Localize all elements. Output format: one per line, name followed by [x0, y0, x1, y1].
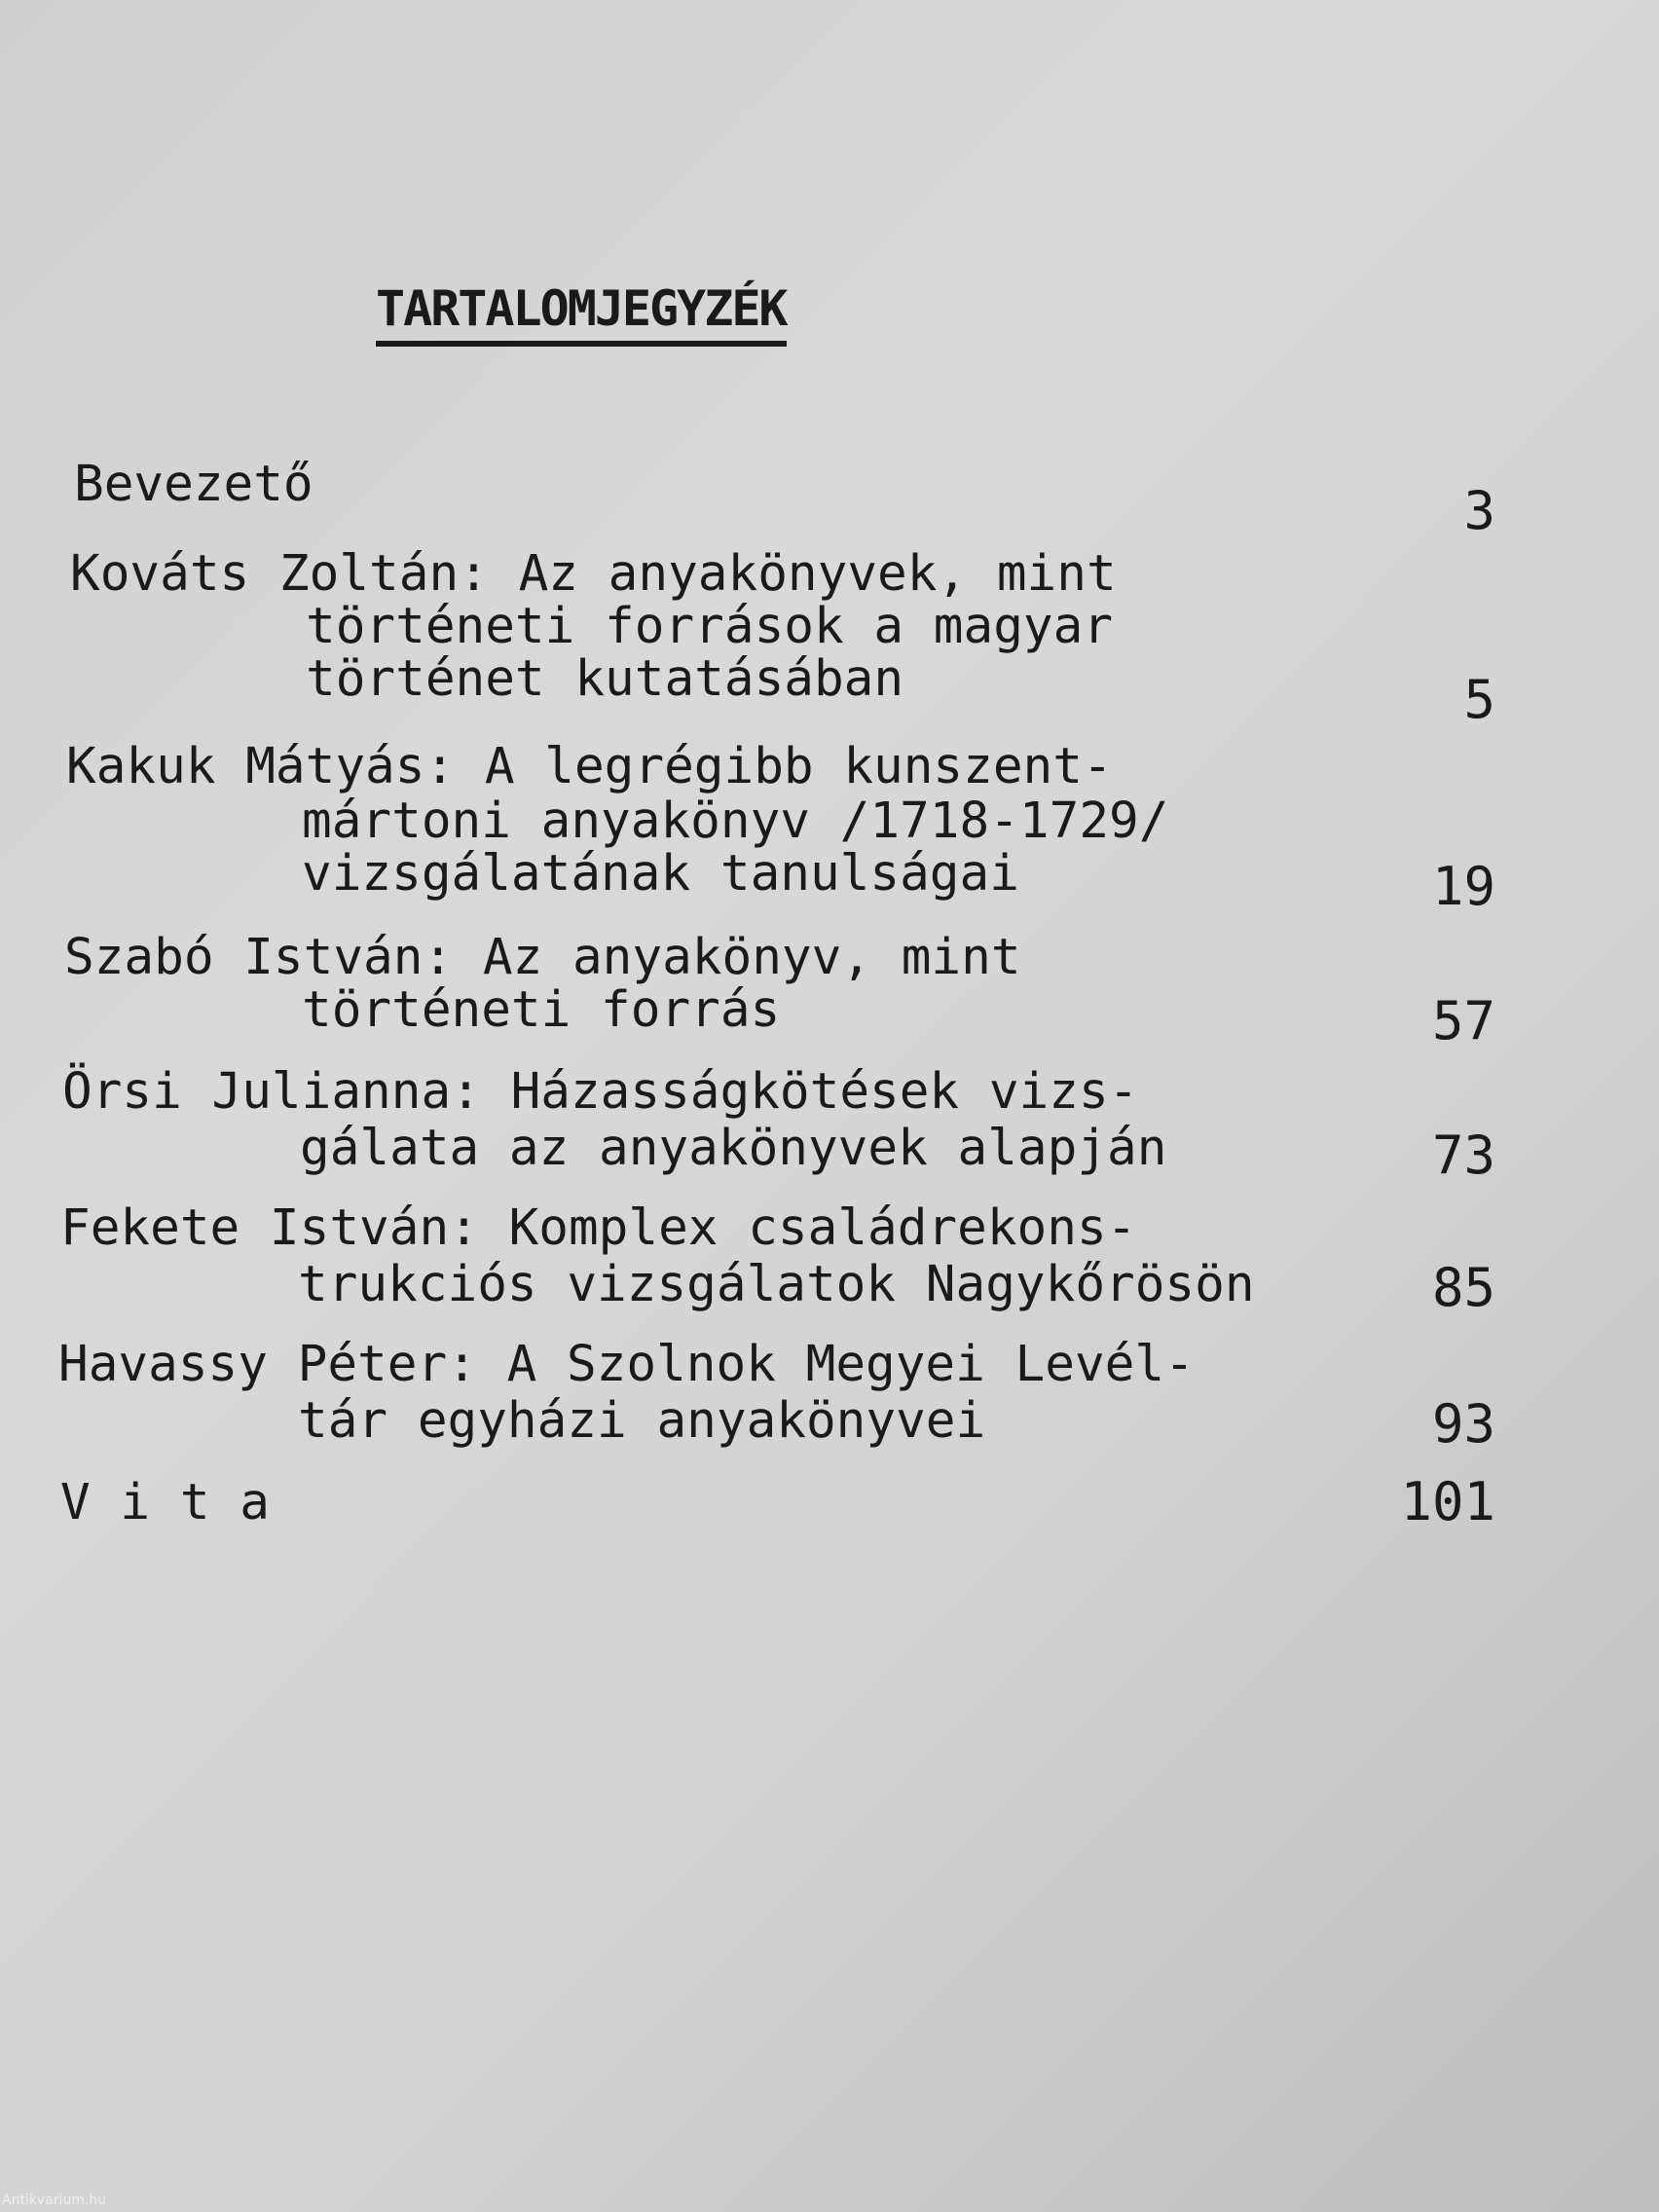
toc-entry-line: Kakuk Mátyás: A legrégibb kunszent- [66, 738, 1113, 795]
toc-entry-line: történeti forrás [302, 981, 781, 1039]
toc-entry-line: gálata az anyakönyvek alapján [300, 1120, 1167, 1177]
toc-entry-line: mártoni anyakönyv /1718-1729/ [302, 793, 1169, 850]
toc-entry-line: vizsgálatának tanulságai [302, 845, 1019, 903]
toc-entry-line: trukciós vizsgálatok Nagykőrösön [298, 1256, 1255, 1313]
toc-entry-line: történeti források a magyar [306, 598, 1114, 655]
toc-entry-line: Fekete István: Komplex családrekons- [60, 1199, 1137, 1257]
toc-page-number: 93 [1431, 1393, 1495, 1455]
watermark: Antikvarium.hu [2, 2193, 107, 2208]
toc-page-number: 5 [1463, 669, 1495, 730]
toc-entry-line: történet kutatásában [306, 650, 904, 708]
page-title: TARTALOMJEGYZÉK [376, 284, 787, 347]
toc-page-number: 19 [1431, 856, 1495, 917]
toc-page-number: 3 [1463, 480, 1495, 541]
toc-entry-line: tár egyházi anyakönyvei [298, 1392, 986, 1450]
toc-entry-line: Havassy Péter: A Szolnok Megyei Levél- [58, 1336, 1195, 1393]
toc-entry-line: Bevezető [74, 456, 313, 513]
toc-page-number: 57 [1431, 990, 1495, 1051]
toc-entry-line: Kováts Zoltán: Az anyakönyvek, mint [70, 545, 1117, 603]
toc-entry-line: Szabó István: Az anyakönyv, mint [64, 929, 1021, 986]
toc-page-number: 101 [1400, 1471, 1495, 1532]
toc-entry-line: Örsi Julianna: Házasságkötések vizs- [62, 1063, 1139, 1121]
toc-page-number: 73 [1431, 1124, 1495, 1186]
toc-entry-line: V i t a [60, 1474, 270, 1531]
toc-page-number: 85 [1431, 1257, 1495, 1318]
